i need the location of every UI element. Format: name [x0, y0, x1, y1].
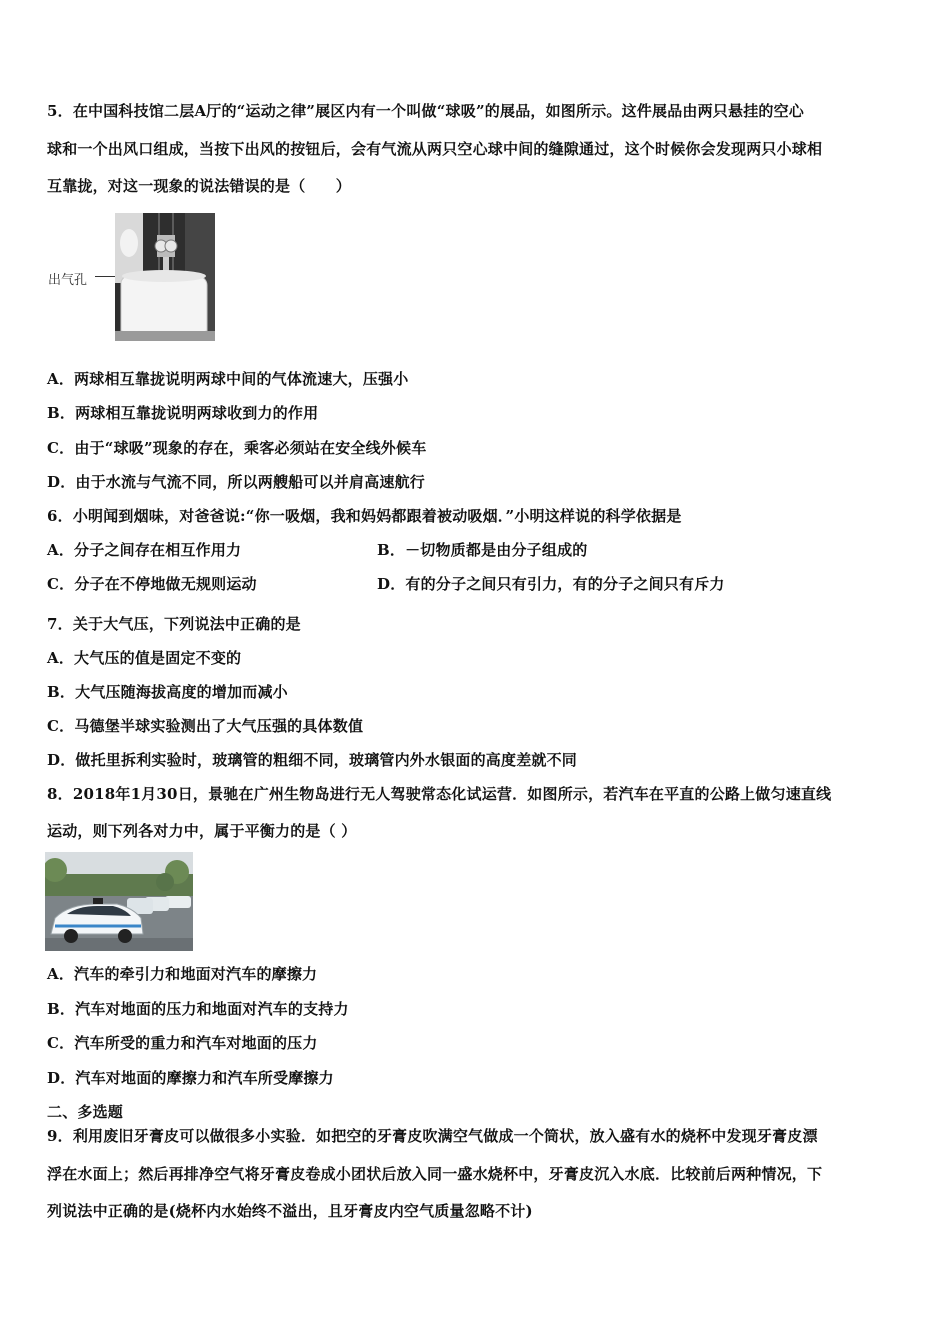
- q9-stem-line2: 浮在水面上；然后再排净空气将牙膏皮卷成小团状后放入同一盛水烧杯中，牙膏皮沉入水底．比较前后两种情况，下: [47, 1165, 823, 1183]
- q5-option-c: C．由于“球吸”现象的存在，乘客必须站在安全线外候车: [47, 439, 427, 457]
- q5-option-d: D．由于水流与气流不同，所以两艘船可以并肩高速航行: [47, 473, 426, 491]
- q6-option-b: B．－切物质都是由分子组成的: [377, 541, 588, 559]
- q9-stem-line1: 9．利用废旧牙膏皮可以做很多小实验．如把空的牙膏皮吹满空气做成一个筒状，放入盛有水的烧杯中发现牙膏皮漂: [47, 1127, 818, 1145]
- section-title-multiple-choice: 二、多选题: [47, 1103, 124, 1121]
- q8-option-d: D．汽车对地面的摩擦力和汽车所受摩擦力: [47, 1069, 334, 1087]
- q8-option-a: A．汽车的牵引力和地面对汽车的摩擦力: [47, 965, 318, 983]
- q5-stem-line3: 互靠拢，对这一现象的说法错误的是（ ）: [47, 177, 352, 195]
- q7-option-d: D．做托里拆利实验时，玻璃管的粗细不同，玻璃管内外水银面的高度差就不同: [47, 751, 578, 769]
- q8-option-c: C．汽车所受的重力和汽车对地面的压力: [47, 1034, 318, 1052]
- q9-stem-line3: 列说法中正确的是(烧杯内水始终不溢出，且牙膏皮内空气质量忽略不计): [47, 1202, 533, 1220]
- q8-stem-line1: 8．2018年1月30日，景驰在广州生物岛进行无人驾驶常态化试运营．如图所示，若汽车在平直的公路上做匀速直线: [47, 785, 832, 803]
- q7-option-b: B．大气压随海拔高度的增加而减小: [47, 683, 288, 701]
- q5-stem-line2: 球和一个出风口组成，当按下出风的按钮后，会有气流从两只空心球中间的缝隙通过，这个时候你会发现两只小球相: [47, 140, 823, 158]
- q6-option-a: A．分子之间存在相互作用力: [47, 541, 242, 559]
- q8-figure-autonomous-car: [45, 852, 193, 951]
- q5-figure-label: 出气孔: [48, 273, 88, 288]
- q8-stem-line2: 运动，则下列各对力中，属于平衡力的是（ ）: [47, 822, 357, 840]
- q5-option-a: A．两球相互靠拢说明两球中间的气体流速大，压强小: [47, 370, 409, 388]
- q6-option-c: C．分子在不停地做无规则运动: [47, 575, 257, 593]
- q7-stem: 7．关于大气压，下列说法中正确的是: [47, 615, 301, 633]
- q7-option-a: A．大气压的值是固定不变的: [47, 649, 242, 667]
- q5-stem-line1: 5．在中国科技馆二层A厅的“运动之律”展区内有一个叫做“球吸”的展品，如图所示。这件展品由两只悬挂的空心: [47, 102, 804, 120]
- q8-option-b: B．汽车对地面的压力和地面对汽车的支持力: [47, 1000, 349, 1018]
- q6-option-d: D．有的分子之间只有引力，有的分子之间只有斥力: [377, 575, 725, 593]
- q6-stem: 6．小明闻到烟味，对爸爸说:“你一吸烟，我和妈妈都跟着被动吸烟．”小明这样说的科学依据是: [47, 507, 682, 525]
- q7-option-c: C．马德堡半球实验测出了大气压强的具体数值: [47, 717, 364, 735]
- q5-option-b: B．两球相互靠拢说明两球收到力的作用: [47, 404, 319, 422]
- q5-figure-ball-exhibit: [115, 213, 215, 341]
